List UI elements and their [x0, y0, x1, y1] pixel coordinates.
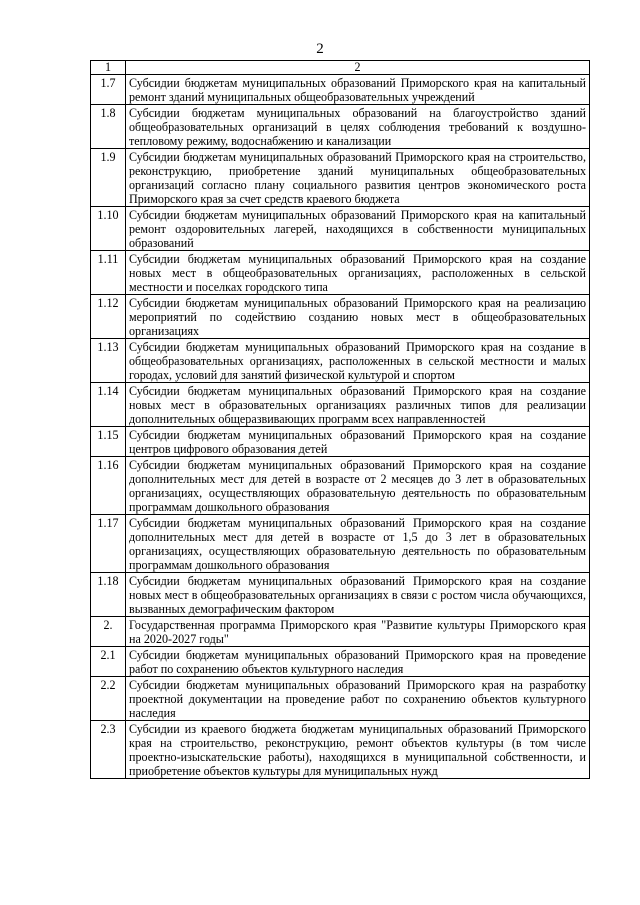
row-description-cell: Субсидии бюджетам муниципальных образований Приморского края на капитальный ремонт оздоровительных лагерей, находящихся в собственности муниципальных образований: [126, 207, 590, 251]
table-body: [91, 61, 590, 779]
table-row: [91, 721, 590, 779]
table-row: [91, 427, 590, 457]
row-description-cell: Субсидии бюджетам муниципальных образований Приморского края на строительство, реконструкцию, приобретение зданий муниципальных общеобразовательных организаций согласно плану социального развития центров экономического роста Приморского края за счет средств краевого бюджета: [126, 149, 590, 207]
row-number-cell: 2.3: [91, 721, 126, 779]
table-row: [91, 515, 590, 573]
row-number-cell: 2.1: [91, 647, 126, 677]
row-number-cell: 1.14: [91, 383, 126, 427]
row-number-cell: 1.17: [91, 515, 126, 573]
table-row: [91, 251, 590, 295]
row-number-cell: 1.9: [91, 149, 126, 207]
row-number-cell: 1.13: [91, 339, 126, 383]
table-row: [91, 339, 590, 383]
header-cell-description: 2: [126, 61, 590, 75]
row-description-cell: Субсидии бюджетам муниципальных образований Приморского края на создание новых мест в образовательных организациях различных типов для реализации дополнительных общеразвивающих программ всех направленностей: [126, 383, 590, 427]
row-description-cell: Субсидии бюджетам муниципальных образований Приморского края на создание дополнительных мест для детей в возрасте от 1,5 до 3 лет в образовательных организациях, осуществляющих образовательную деятельность по образовательным программам дошкольного образования: [126, 515, 590, 573]
table-row: [91, 75, 590, 105]
table-row: [91, 207, 590, 251]
table-row: [91, 617, 590, 647]
table-row: [91, 149, 590, 207]
table-row: [91, 647, 590, 677]
table-row: [91, 383, 590, 427]
table-row: [91, 573, 590, 617]
row-number-cell: 1.12: [91, 295, 126, 339]
row-description-cell: Субсидии бюджетам муниципальных образований Приморского края на создание дополнительных мест для детей в возрасте от 2 месяцев до 3 лет в образовательных организациях, осуществляющих образовательную деятельность по образовательным программам дошкольного образования: [126, 457, 590, 515]
table-row: [91, 295, 590, 339]
row-description-cell: Субсидии бюджетам муниципальных образований Приморского края на реализацию мероприятий по содействию созданию новых мест в общеобразовательных организациях: [126, 295, 590, 339]
row-number-cell: 1.15: [91, 427, 126, 457]
table-row: [91, 105, 590, 149]
header-cell-number: 1: [91, 61, 126, 75]
row-number-cell: 1.7: [91, 75, 126, 105]
row-description-cell: Государственная программа Приморского края "Развитие культуры Приморского края на 2020-2027 годы": [126, 617, 590, 647]
table-header-row: [91, 61, 590, 75]
row-number-cell: 1.8: [91, 105, 126, 149]
row-description-cell: Субсидии бюджетам муниципальных образований Приморского края на создание новых мест в общеобразовательных организациях в связи с ростом числа обучающихся, вызванных демографическим фактором: [126, 573, 590, 617]
subsidies-table: [90, 60, 590, 779]
row-number-cell: 1.18: [91, 573, 126, 617]
page-number: 2: [316, 41, 324, 57]
row-description-cell: Субсидии бюджетам муниципальных образований Приморского края на проведение работ по сохранению объектов культурного наследия: [126, 647, 590, 677]
row-description-cell: Субсидии бюджетам муниципальных образований на благоустройство зданий общеобразовательных организаций в целях соблюдения требований к воздушно-тепловому режиму, водоснабжению и канализации: [126, 105, 590, 149]
row-number-cell: 2.2: [91, 677, 126, 721]
table-row: [91, 677, 590, 721]
row-description-cell: Субсидии бюджетам муниципальных образований Приморского края на капитальный ремонт зданий муниципальных общеобразовательных учреждений: [126, 75, 590, 105]
row-number-cell: 1.11: [91, 251, 126, 295]
row-description-cell: Субсидии бюджетам муниципальных образований Приморского края на создание в общеобразовательных организациях, расположенных в сельской местности и малых городах, условий для занятий физической культурой и спортом: [126, 339, 590, 383]
row-number-cell: 2.: [91, 617, 126, 647]
row-description-cell: Субсидии бюджетам муниципальных образований Приморского края на разработку проектной документации на проведение работ по сохранению объектов культурного наследия: [126, 677, 590, 721]
row-description-cell: Субсидии бюджетам муниципальных образований Приморского края на создание центров цифрового образования детей: [126, 427, 590, 457]
row-description-cell: Субсидии из краевого бюджета бюджетам муниципальных образований Приморского края на строительство, реконструкцию, ремонт объектов культуры (в том числе проектно-изыскательские работы), находящихся в муниципальной собственности, и приобретение объектов культуры для муниципальных нужд: [126, 721, 590, 779]
row-number-cell: 1.10: [91, 207, 126, 251]
row-number-cell: 1.16: [91, 457, 126, 515]
table-row: [91, 457, 590, 515]
row-description-cell: Субсидии бюджетам муниципальных образований Приморского края на создание новых мест в общеобразовательных организациях, расположенных в сельской местности и поселках городского типа: [126, 251, 590, 295]
